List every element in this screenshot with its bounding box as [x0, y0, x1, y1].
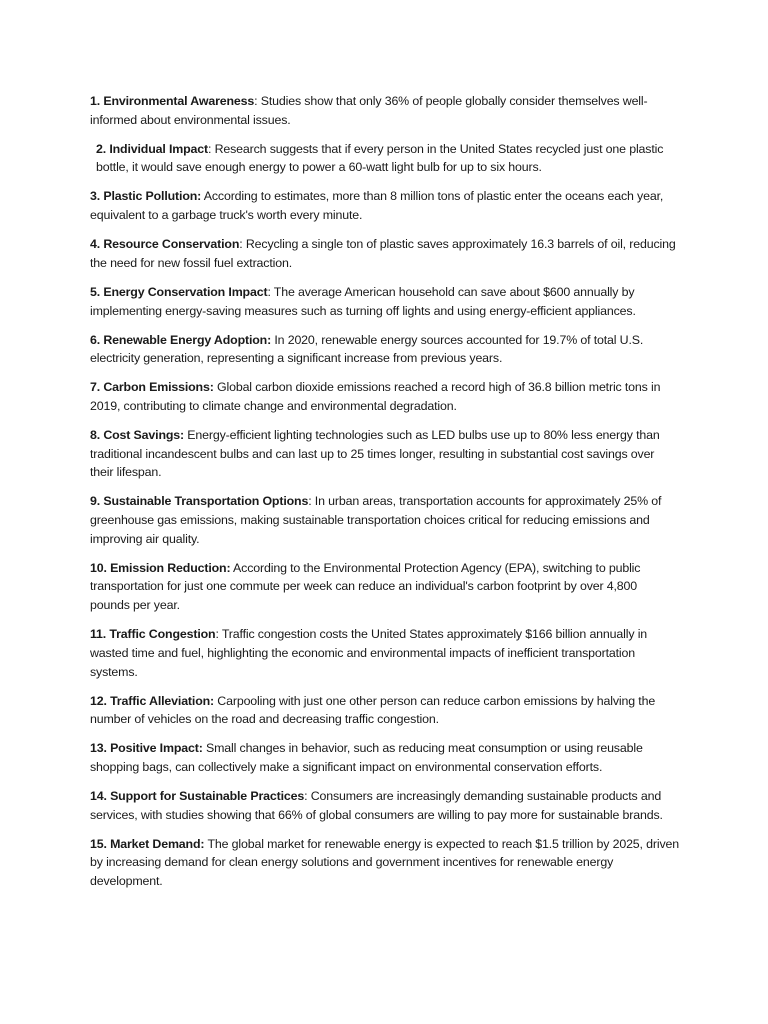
fact-body: Consumers are increasingly demanding sustainable products and services, with studies showing that 66% of global consumers are willing to pay more for sustainable brands.: [90, 788, 663, 822]
fact-heading: 15. Market Demand:: [90, 836, 205, 851]
fact-heading: 1. Environmental Awareness: [90, 94, 255, 108]
fact-colon: :: [304, 788, 308, 803]
fact-heading: 2. Individual Impact: [96, 141, 208, 156]
fact-item-7: [90, 378, 680, 415]
fact-colon: :: [267, 284, 271, 299]
fact-body: In 2020, renewable energy sources accounted for 19.7% of total U.S. electricity generation, representing a significant increase from previous years.: [90, 332, 644, 366]
fact-item-15: [90, 835, 680, 891]
fact-body: Carpooling with just one other person can reduce carbon emissions by halving the number of vehicles on the road and decreasing traffic congestion.: [90, 693, 656, 727]
fact-heading: 13. Positive Impact:: [90, 741, 203, 756]
fact-heading: 4. Resource Conservation: [90, 237, 240, 252]
fact-heading: 14. Support for Sustainable Practices: [90, 788, 305, 803]
fact-heading: 6. Renewable Energy Adoption:: [90, 332, 272, 347]
document-page: [90, 92, 680, 901]
fact-item-12: [90, 692, 680, 729]
fact-item-14: [90, 787, 680, 824]
fact-item-10: [90, 559, 680, 615]
fact-heading: 5. Energy Conservation Impact: [90, 284, 268, 299]
fact-item-9: [90, 492, 680, 548]
fact-body: Research suggests that if every person in the United States recycled just one plastic bottle, it would save enough energy to power a 60-watt light bulb for up to six hours.: [96, 141, 664, 175]
fact-heading: 7. Carbon Emissions:: [90, 380, 214, 395]
fact-item-8: [90, 426, 680, 482]
fact-heading: 8. Cost Savings:: [90, 427, 184, 442]
fact-heading: 9. Sustainable Transportation Options: [90, 494, 309, 509]
fact-item-1: [90, 92, 680, 129]
fact-item-6: [90, 331, 680, 368]
fact-body: According to the Environmental Protection Agency (EPA), switching to public transportation for just one commute per week can reduce an individual's carbon footprint by over 4,800 pounds per year.: [90, 560, 641, 613]
fact-colon: :: [207, 141, 212, 156]
fact-colon: :: [254, 94, 258, 108]
fact-body: In urban areas, transportation accounts for approximately 25% of greenhouse gas emissions, making sustainable transportation choices critical for reducing emissions and improving air quality.: [90, 494, 662, 546]
fact-heading: 11. Traffic Congestion: [90, 627, 216, 642]
fact-item-11: [90, 625, 680, 681]
fact-body: The global market for renewable energy is expected to reach $1.5 trillion by 2025, driven by increasing demand for clean energy solutions and government incentives for renewable energy development.: [90, 836, 679, 889]
fact-body: Recycling a single ton of plastic saves approximately 16.3 barrels of oil, reducing the need for new fossil fuel extraction.: [90, 237, 676, 270]
fact-item-5: [90, 283, 680, 320]
fact-colon: :: [308, 494, 312, 509]
fact-body: Small changes in behavior, such as reducing meat consumption or using reusable shopping bags, can collectively make a significant impact on environmental conservation efforts.: [90, 741, 643, 774]
fact-body: Global carbon dioxide emissions reached a record high of 36.8 billion metric tons in 2019, contributing to climate change and environmental degradation.: [90, 380, 661, 413]
fact-heading: 10. Emission Reduction:: [90, 560, 231, 575]
fact-item-3: [90, 187, 680, 224]
fact-body: Traffic congestion costs the United States approximately $166 billion annually in wasted time and fuel, highlighting the economic and environmental impacts of inefficient transportation systems.: [90, 627, 648, 679]
fact-body: According to estimates, more than 8 million tons of plastic enter the oceans each year, equivalent to a garbage truck's worth every minute.: [90, 189, 664, 223]
fact-body: Studies show that only 36% of people globally consider themselves well-informed about environmental issues.: [90, 94, 648, 127]
fact-body: Energy-efficient lighting technologies such as LED bulbs use up to 80% less energy than traditional incandescent bulbs and can last up to 25 times longer, resulting in substantial cost savings over their lifespan.: [90, 427, 660, 480]
fact-heading: 3. Plastic Pollution:: [90, 189, 202, 204]
fact-colon: :: [215, 627, 219, 642]
fact-item-2: [90, 140, 680, 177]
fact-body: The average American household can save about $600 annually by implementing energy-saving measures such as turning off lights and using energy-efficient appliances.: [90, 284, 636, 318]
fact-colon: :: [239, 237, 243, 252]
fact-heading: 12. Traffic Alleviation:: [90, 693, 215, 708]
fact-item-13: [90, 739, 680, 776]
fact-item-4: [90, 235, 680, 272]
